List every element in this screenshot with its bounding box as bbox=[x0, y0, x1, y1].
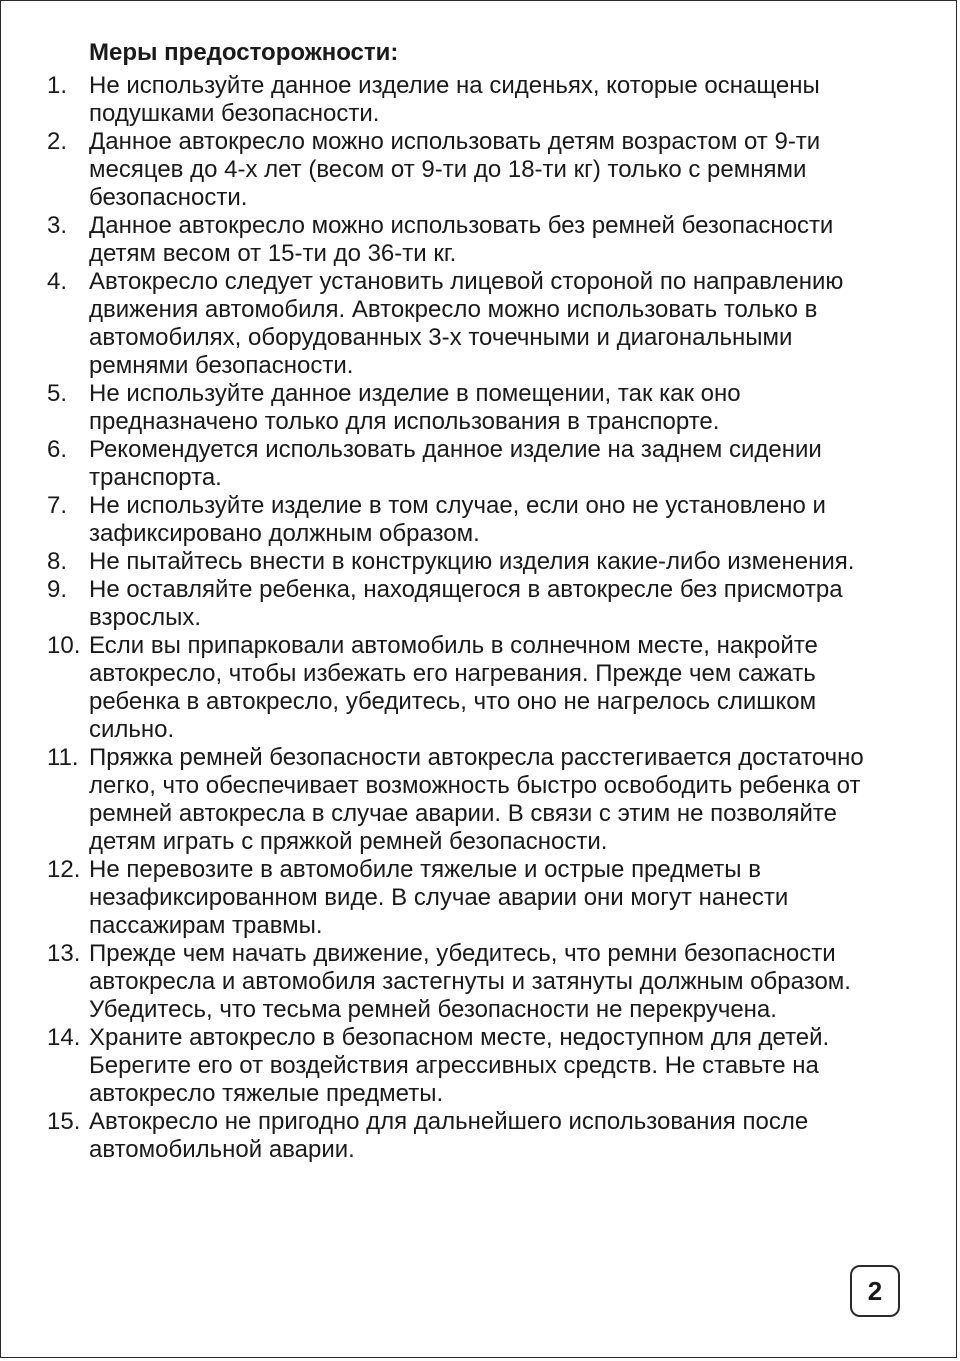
list-item-text bbox=[89, 72, 927, 128]
list-item-line: Не используйте данное изделие на сиденьях, которые оснащены bbox=[89, 72, 820, 99]
list-item-number: 12. bbox=[47, 856, 81, 883]
list-item-line: Убедитесь, что тесьма ремней безопасности не перекручена. bbox=[89, 996, 777, 1023]
list-item-line: предназначено только для использования в транспорте. bbox=[89, 408, 720, 435]
list-item bbox=[47, 940, 927, 1024]
list-item-text bbox=[89, 268, 927, 380]
list-item-line: ремнями безопасности. bbox=[89, 352, 354, 379]
list-item-text bbox=[89, 576, 927, 632]
list-item-line: Не используйте изделие в том случае, если оно не установлено и bbox=[89, 492, 826, 519]
list-item-text bbox=[89, 548, 927, 576]
list-item-text bbox=[89, 492, 927, 548]
list-item-line: Рекомендуется использовать данное изделие на заднем сидении bbox=[89, 436, 822, 463]
list-item-number: 6. bbox=[47, 436, 68, 463]
list-item-number: 15. bbox=[47, 1108, 81, 1135]
list-item bbox=[47, 1024, 927, 1108]
list-item-text bbox=[89, 436, 927, 492]
list-item-line: транспорта. bbox=[89, 464, 222, 491]
list-item-line: Берегите его от воздействия агрессивных средств. Не ставьте на bbox=[89, 1052, 819, 1079]
list-item-line: подушками безопасности. bbox=[89, 100, 380, 127]
list-item-number: 8. bbox=[47, 548, 68, 575]
document-content bbox=[47, 39, 927, 1164]
list-item bbox=[47, 1108, 927, 1164]
list-item-line: Данное автокресло можно использовать без ремней безопасности bbox=[89, 212, 834, 239]
list-item-line: Не используйте данное изделие в помещении, так как оно bbox=[89, 380, 741, 407]
list-item-line: взрослых. bbox=[89, 604, 202, 631]
list-item-text bbox=[89, 1024, 927, 1108]
list-item-text bbox=[89, 744, 927, 856]
list-item-number: 4. bbox=[47, 268, 68, 295]
list-item-number: 3. bbox=[47, 212, 68, 239]
list-item-text bbox=[89, 632, 927, 744]
list-item-text bbox=[89, 856, 927, 940]
list-item bbox=[47, 212, 927, 268]
list-item-number: 7. bbox=[47, 492, 68, 519]
list-item-number: 11. bbox=[47, 744, 79, 771]
list-item-line: ребенка в автокресло, убедитесь, что оно не нагрелось слишком bbox=[89, 688, 817, 715]
list-item-line: пассажирам травмы. bbox=[89, 912, 323, 939]
list-item-line: незафиксированном виде. В случае аварии они могут нанести bbox=[89, 884, 789, 911]
list-item-text bbox=[89, 380, 927, 436]
list-item-number: 13. bbox=[47, 940, 81, 967]
list-item-line: месяцев до 4-х лет (весом от 9-ти до 18-ти кг) только с ремнями bbox=[89, 156, 807, 183]
list-item-line: Не пытайтесь внести в конструкцию изделия какие-либо изменения. bbox=[89, 548, 855, 575]
page-number: 2 bbox=[867, 1275, 883, 1306]
list-item-line: автомобильной аварии. bbox=[89, 1136, 355, 1163]
list-item-line: автомобилях, оборудованных 3-х точечными и диагональными bbox=[89, 324, 793, 351]
list-item-line: Пряжка ремней безопасности автокресла расстегивается достаточно bbox=[89, 744, 864, 771]
list-item-line: детям весом от 15-ти до 36-ти кг. bbox=[89, 240, 457, 267]
list-item bbox=[47, 576, 927, 632]
list-item-line: безопасности. bbox=[89, 184, 248, 211]
precautions-list bbox=[47, 72, 927, 1164]
list-item-text bbox=[89, 128, 927, 212]
list-item bbox=[47, 632, 927, 744]
list-item-line: Если вы припарковали автомобиль в солнечном месте, накройте bbox=[89, 632, 818, 659]
list-item bbox=[47, 380, 927, 436]
list-item-number: 9. bbox=[47, 576, 68, 603]
list-item bbox=[47, 492, 927, 548]
list-item bbox=[47, 268, 927, 380]
list-item-line: ремней автокресла в случае аварии. В связи с этим не позволяйте bbox=[89, 800, 837, 827]
list-item-number: 1. bbox=[47, 72, 68, 99]
list-item-line: автокресла и автомобиля застегнуты и затянуты должным образом. bbox=[89, 968, 851, 995]
list-item-line: легко, что обеспечивает возможность быстро освободить ребенка от bbox=[89, 772, 861, 799]
list-item bbox=[47, 856, 927, 940]
list-item-line: Автокресло не пригодно для дальнейшего использования после bbox=[89, 1108, 809, 1135]
list-item bbox=[47, 72, 927, 128]
list-item-line: Не оставляйте ребенка, находящегося в автокресле без присмотра bbox=[89, 576, 843, 603]
list-item-line: Прежде чем начать движение, убедитесь, что ремни безопасности bbox=[89, 940, 836, 967]
list-item-number: 14. bbox=[47, 1024, 81, 1051]
list-item bbox=[47, 548, 927, 576]
list-item-text bbox=[89, 1108, 927, 1164]
list-item bbox=[47, 128, 927, 212]
list-item-line: детям играть с пряжкой ремней безопасности. bbox=[89, 828, 608, 855]
list-item-line: Данное автокресло можно использовать детям возрастом от 9-ти bbox=[89, 128, 821, 155]
list-item bbox=[47, 744, 927, 856]
list-item-text bbox=[89, 212, 927, 268]
list-item-line: сильно. bbox=[89, 716, 175, 743]
list-item-line: Автокресло следует установить лицевой стороной по направлению bbox=[89, 268, 844, 295]
list-item-line: Не перевозите в автомобиле тяжелые и острые предметы в bbox=[89, 856, 761, 883]
list-item-number: 10. bbox=[47, 632, 81, 659]
section-heading: Меры предосторожности: bbox=[89, 39, 399, 66]
list-item-line: Храните автокресло в безопасном месте, недоступном для детей. bbox=[89, 1024, 830, 1051]
page-number-badge bbox=[850, 1265, 900, 1317]
list-item-text bbox=[89, 940, 927, 1024]
list-item-line: автокресло, чтобы избежать его нагревания. Прежде чем сажать bbox=[89, 660, 816, 687]
list-item-number: 2. bbox=[47, 128, 68, 155]
list-item-line: зафиксировано должным образом. bbox=[89, 520, 480, 547]
list-item bbox=[47, 436, 927, 492]
list-item-line: движения автомобиля. Автокресло можно использовать только в bbox=[89, 296, 818, 323]
list-item-line: автокресло тяжелые предметы. bbox=[89, 1080, 444, 1107]
list-item-number: 5. bbox=[47, 380, 68, 407]
